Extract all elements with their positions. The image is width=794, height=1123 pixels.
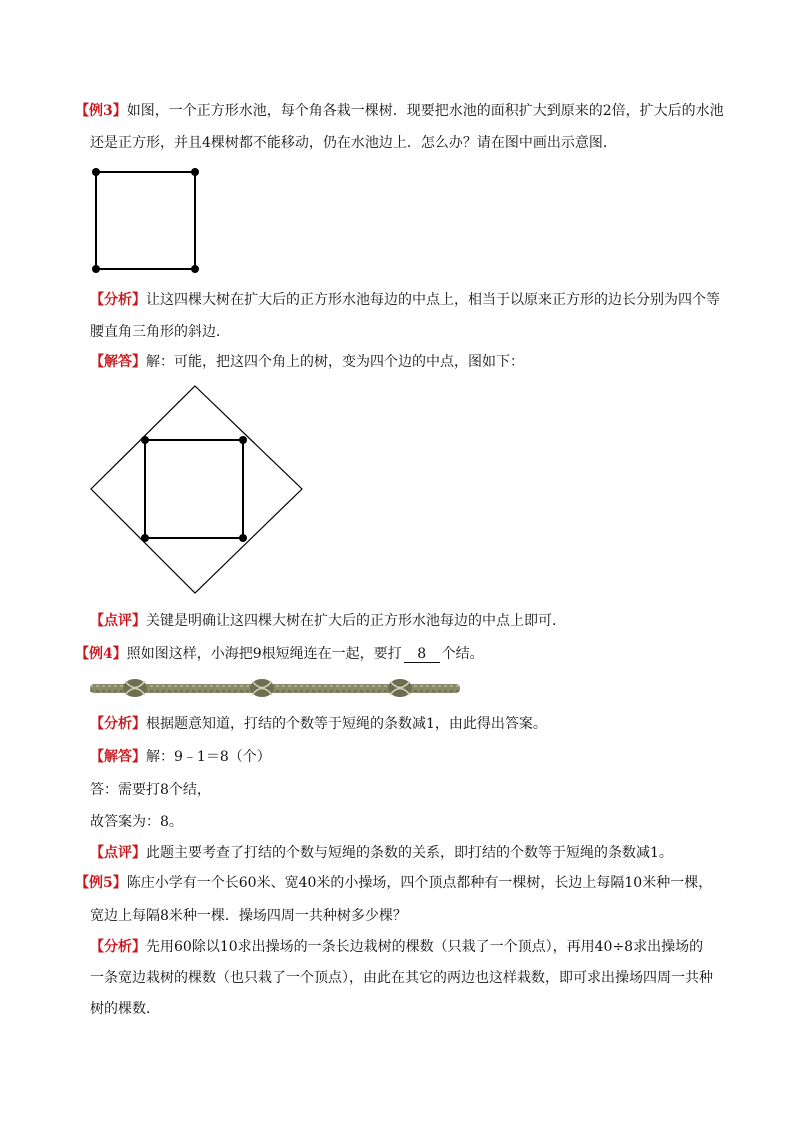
tree-dot [92,168,100,176]
tree-dot [239,534,247,542]
ex3-answer-line [90,352,730,372]
tree-dot [191,168,199,176]
ex4-reply-line: 答：需要打8个结， [90,782,211,798]
ex5-analysis-text-1: 先用60除以10求出操场的一条长边栽树的棵数（只栽了一个顶点），再用40÷8求出操场的 [146,939,704,955]
ex4-comment-tag: 【点评】 [90,845,146,861]
ex4-answer-text: 解：9﹣1＝8（个） [146,749,271,765]
ex4-comment-line [90,843,730,863]
original-square-figure [88,164,204,278]
ex5-analysis-line-3: 树的棵数． [90,1001,160,1017]
ex4-analysis-text: 根据题意知道，打结的个数等于短绳的条数减1，由此得出答案。 [146,716,547,732]
enlarged-square-figure [88,383,308,599]
tree-dot [191,265,199,273]
ex4-answer-line [90,747,730,767]
ex3-analysis-line-2: 腰直角三角形的斜边． [90,324,230,340]
ex3-comment-line [90,611,730,631]
pool-square [96,172,195,269]
ex5-question-line-2: 宽边上每隔8米种一棵．操场四周一共种树多少棵？ [90,908,407,924]
ex5-question-line-1 [75,873,730,893]
rope-with-knots-image [90,676,460,700]
ex5-analysis-line-1 [90,937,730,957]
ex3-question-line-2: 还是正方形，并且4棵树都不能移动，仍在水池边上．怎么办？请在图中画出示意图． [90,135,617,151]
pool-square [145,440,243,538]
tree-dot [92,265,100,273]
ex4-tag: 【例4】 [75,646,127,662]
ex4-question-post: 个结。 [441,646,484,662]
ex5-analysis-tag: 【分析】 [90,939,146,955]
ex4-comment-text: 此题主要考查了打结的个数与短绳的条数的关系，即打结的个数等于短绳的条数减1。 [146,845,673,861]
ex3-comment-text: 关键是明确让这四棵大树在扩大后的正方形水池每边的中点上即可． [146,613,566,629]
ex3-question-text-1: 如图，一个正方形水池，每个角各栽一棵树．现要把水池的面积扩大到原来的2倍，扩大后的水池 [126,103,724,119]
ex3-analysis-text-1: 让这四棵大树在扩大后的正方形水池每边的中点上，相当于以原来正方形的边长分别为四个等 [146,292,720,308]
ex3-comment-tag: 【点评】 [90,613,146,629]
knot [250,679,274,697]
ex3-analysis-line-1 [90,290,730,310]
ex3-tag: 【例3】 [75,103,127,119]
enlarged-pool-diamond [91,386,302,593]
ex4-answer-blank: 8 [404,646,440,663]
ex3-analysis-tag: 【分析】 [90,292,146,308]
ex4-analysis-tag: 【分析】 [90,716,146,732]
ex4-final-line: 故答案为：8。 [90,814,183,830]
ex4-question-pre: 照如图这样，小海把9根短绳连在一起，要打 [126,646,402,662]
tree-dot [141,534,149,542]
knot [123,679,147,697]
knot [388,679,412,697]
ex4-analysis-line [90,714,730,734]
ex3-question-line-1 [75,101,730,121]
ex3-answer-tag: 【解答】 [90,354,146,370]
ex5-tag: 【例5】 [75,875,127,891]
ex5-question-text-1: 陈庄小学有一个长60米、宽40米的小操场，四个顶点都种有一棵树，长边上每隔10米种一棵， [126,875,713,891]
ex4-answer-tag: 【解答】 [90,749,146,765]
tree-dot [239,436,247,444]
ex5-analysis-line-2: 一条宽边栽树的棵数（也只栽了一个顶点），由此在其它的两边也这样栽数，即可求出操场四周一共种 [90,970,713,986]
ex3-answer-text: 解：可能，把这四个角上的树，变为四个边的中点，图如下： [146,354,524,370]
ex4-question-line [75,644,730,664]
tree-dot [141,436,149,444]
